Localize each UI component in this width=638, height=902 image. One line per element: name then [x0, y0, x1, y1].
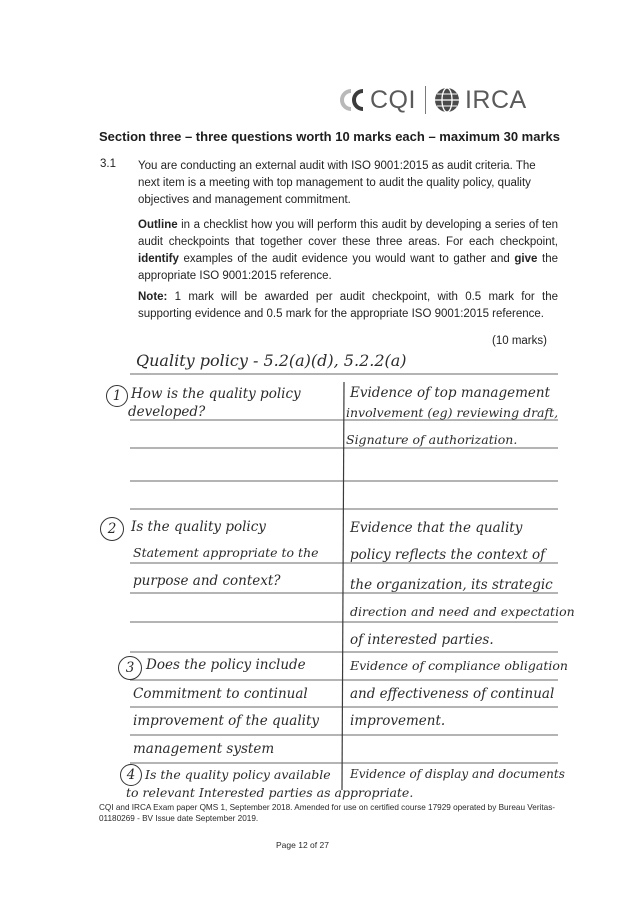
- outline-keyword: Outline: [138, 219, 178, 231]
- checkpoint-3-question-line3: improvement of the quality: [133, 713, 320, 729]
- question-marks: (10 marks): [492, 335, 547, 347]
- checkpoint-4-question-line2: to relevant Interested parties as appropriate.: [126, 785, 414, 800]
- checkpoint-3-evidence-line2: and effectiveness of continual: [350, 686, 555, 702]
- page-number: Page 12 of 27: [276, 840, 329, 850]
- logo-cqi-text: CQI: [370, 85, 416, 114]
- checkpoint-4-evidence-line1: Evidence of display and documents: [350, 767, 565, 781]
- checkpoint-2-question-line2: Statement appropriate to the: [133, 545, 319, 560]
- checkpoint-3-evidence-line1: Evidence of compliance obligation: [350, 658, 568, 673]
- footer-text: CQI and IRCA Exam paper QMS 1, September 2018. Amended for use on certified course 17929 operated by Bureau Veritas-01180269 - BV Issue date September 2019.: [99, 803, 556, 823]
- question-number: 3.1: [100, 158, 116, 170]
- checkpoint-2-evidence-line2: policy reflects the context of: [350, 547, 546, 563]
- checkpoint-3-question-line4: management system: [133, 741, 275, 757]
- section-heading: Section three – three questions worth 10 marks each – maximum 30 marks: [99, 129, 560, 144]
- checkpoint-2-evidence-line4: direction and need and expectation: [350, 604, 575, 619]
- logo-irca-text: IRCA: [464, 85, 527, 114]
- checkpoint-3-question-line1: Does the policy include: [146, 657, 306, 673]
- checkpoint-3-evidence-line3: improvement.: [350, 713, 446, 729]
- give-keyword: give: [514, 253, 538, 265]
- outline-text-2: examples of the audit evidence you would want to gather and: [178, 253, 515, 265]
- note-text: 1 mark will be awarded per audit checkpoint, with 0.5 mark for the supporting evidence and 0.5 mark for the appropriate ISO 9001:2015 reference.: [138, 291, 558, 320]
- checkpoint-number-4: 4: [120, 764, 142, 786]
- checkpoint-number-2: 2: [100, 517, 124, 541]
- note-keyword: Note:: [138, 291, 168, 303]
- outline-text-3: the appropriate ISO 9001:2015 reference.: [138, 253, 558, 282]
- checkpoint-number-3: 3: [118, 656, 142, 680]
- checkpoint-1-evidence-line3: Signature of authorization.: [346, 432, 518, 447]
- checkpoint-2-evidence-line1: Evidence that the quality: [350, 520, 523, 536]
- checkpoint-number-1: 1: [106, 385, 128, 407]
- checkpoint-2-evidence-line5: of interested parties.: [350, 632, 494, 648]
- question-intro: You are conducting an external audit with ISO 9001:2015 as audit criteria. The next item is a meeting with top management to audit the quality policy, quality objectives and management commitment.: [138, 160, 536, 206]
- checkpoint-1-evidence-line2: involvement (eg) reviewing draft,: [346, 405, 559, 420]
- answer-title: Quality policy - 5.2(a)(d), 5.2.2(a): [136, 351, 407, 370]
- checkpoint-2-question-line3: purpose and context?: [133, 573, 281, 589]
- checkpoint-2-evidence-line3: the organization, its strategic: [350, 577, 553, 593]
- checkpoint-1-evidence-line1: Evidence of top management: [350, 385, 551, 401]
- identify-keyword: identify: [138, 253, 179, 265]
- checkpoint-1-question-line1: How is the quality policy: [131, 386, 301, 402]
- checkpoint-3-question-line2: Commitment to continual: [133, 686, 308, 702]
- checkpoint-2-question-line1: Is the quality policy: [131, 519, 266, 535]
- checkpoint-4-question-line1: Is the quality policy available: [145, 767, 331, 782]
- checkpoint-1-question-line2: developed?: [128, 404, 206, 420]
- outline-text-1: in a checklist how you will perform this audit by developing a series of ten audit checkpoints that together cover these three areas. For each checkpoint,: [138, 219, 558, 248]
